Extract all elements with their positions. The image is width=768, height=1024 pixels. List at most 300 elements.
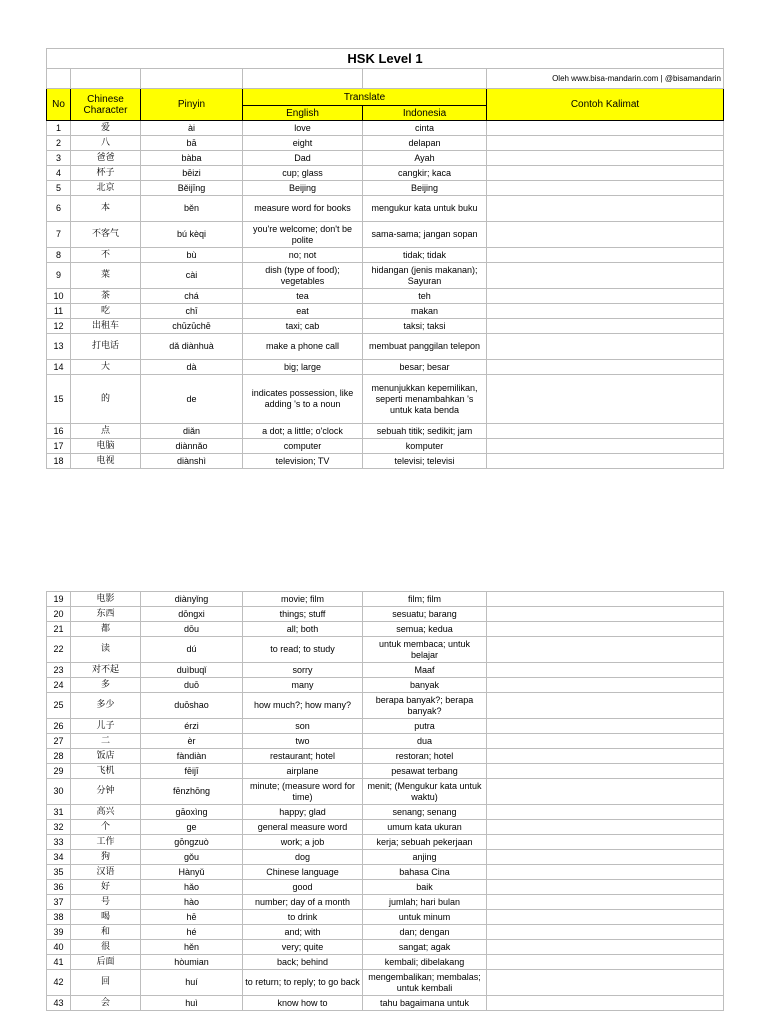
chinese-character: 很 — [71, 940, 141, 955]
english-translation: son — [243, 719, 363, 734]
row-number: 5 — [47, 181, 71, 196]
row-number: 25 — [47, 693, 71, 719]
example-sentence — [487, 734, 724, 749]
english-translation: cup; glass — [243, 166, 363, 181]
row-number: 13 — [47, 334, 71, 360]
chinese-character: 大 — [71, 360, 141, 375]
example-sentence — [487, 196, 724, 222]
indonesian-translation: banyak — [363, 678, 487, 693]
english-translation: to drink — [243, 910, 363, 925]
row-number: 36 — [47, 880, 71, 895]
row-number: 11 — [47, 304, 71, 319]
header-contoh: Contoh Kalimat — [487, 89, 724, 121]
vocab-table-page2 — [46, 591, 724, 1011]
indonesian-translation: makan — [363, 304, 487, 319]
example-sentence — [487, 304, 724, 319]
pinyin: chī — [141, 304, 243, 319]
indonesian-translation: umum kata ukuran — [363, 820, 487, 835]
pinyin: dōngxi — [141, 607, 243, 622]
english-translation: to read; to study — [243, 637, 363, 663]
example-sentence — [487, 334, 724, 360]
table-row — [47, 734, 724, 749]
example-sentence — [487, 637, 724, 663]
table-row — [47, 749, 724, 764]
chinese-character: 打电话 — [71, 334, 141, 360]
table-row — [47, 835, 724, 850]
table-row — [47, 850, 724, 865]
indonesian-translation: film; film — [363, 592, 487, 607]
english-translation: two — [243, 734, 363, 749]
english-translation: indicates possession, like adding 's to a noun — [243, 375, 363, 424]
empty-cell — [243, 69, 363, 89]
table-row — [47, 940, 724, 955]
chinese-character: 的 — [71, 375, 141, 424]
english-translation: make a phone call — [243, 334, 363, 360]
pinyin: diànshì — [141, 454, 243, 469]
table-row — [47, 970, 724, 996]
chinese-character: 电脑 — [71, 439, 141, 454]
indonesian-translation: bahasa Cina — [363, 865, 487, 880]
example-sentence — [487, 248, 724, 263]
pinyin: duōshao — [141, 693, 243, 719]
table-row — [47, 637, 724, 663]
table-row — [47, 136, 724, 151]
indonesian-translation: membuat panggilan telepon — [363, 334, 487, 360]
pinyin: Hànyǔ — [141, 865, 243, 880]
example-sentence — [487, 136, 724, 151]
pinyin: cài — [141, 263, 243, 289]
chinese-character: 饭店 — [71, 749, 141, 764]
row-number: 17 — [47, 439, 71, 454]
table-row — [47, 334, 724, 360]
credit-text: Oleh www.bisa-mandarin.com | @bisamandarin — [487, 69, 724, 89]
pinyin: hěn — [141, 940, 243, 955]
example-sentence — [487, 996, 724, 1011]
indonesian-translation: sangat; agak — [363, 940, 487, 955]
table-row — [47, 289, 724, 304]
pinyin: bā — [141, 136, 243, 151]
english-translation: computer — [243, 439, 363, 454]
example-sentence — [487, 607, 724, 622]
example-sentence — [487, 121, 724, 136]
example-sentence — [487, 319, 724, 334]
chinese-character: 号 — [71, 895, 141, 910]
english-translation: general measure word — [243, 820, 363, 835]
example-sentence — [487, 454, 724, 469]
indonesian-translation: mengembalikan; membalas; untuk kembali — [363, 970, 487, 996]
indonesian-translation: delapan — [363, 136, 487, 151]
header-no: No — [47, 89, 71, 121]
english-translation: all; both — [243, 622, 363, 637]
example-sentence — [487, 940, 724, 955]
table-row — [47, 719, 724, 734]
pinyin: fàndiàn — [141, 749, 243, 764]
english-translation: Chinese language — [243, 865, 363, 880]
english-translation: dog — [243, 850, 363, 865]
indonesian-translation: komputer — [363, 439, 487, 454]
sheet-title: HSK Level 1 — [47, 49, 724, 69]
indonesian-translation: menunjukkan kepemilikan, seperti menambahkan 's untuk kata benda — [363, 375, 487, 424]
pinyin: fēijī — [141, 764, 243, 779]
pinyin: duō — [141, 678, 243, 693]
indonesian-translation: sesuatu; barang — [363, 607, 487, 622]
row-number: 16 — [47, 424, 71, 439]
chinese-character: 爸爸 — [71, 151, 141, 166]
chinese-character: 点 — [71, 424, 141, 439]
pinyin: huì — [141, 996, 243, 1011]
chinese-character: 儿子 — [71, 719, 141, 734]
pinyin: bēizi — [141, 166, 243, 181]
english-translation: restaurant; hotel — [243, 749, 363, 764]
example-sentence — [487, 289, 724, 304]
indonesian-translation: Maaf — [363, 663, 487, 678]
table-row — [47, 895, 724, 910]
english-translation: love — [243, 121, 363, 136]
example-sentence — [487, 865, 724, 880]
chinese-character: 不 — [71, 248, 141, 263]
english-translation: Dad — [243, 151, 363, 166]
table-row — [47, 693, 724, 719]
english-translation: sorry — [243, 663, 363, 678]
chinese-character: 杯子 — [71, 166, 141, 181]
english-translation: minute; (measure word for time) — [243, 779, 363, 805]
example-sentence — [487, 880, 724, 895]
row-number: 39 — [47, 925, 71, 940]
table-row — [47, 424, 724, 439]
row-number: 34 — [47, 850, 71, 865]
row-number: 19 — [47, 592, 71, 607]
table-row — [47, 319, 724, 334]
row-number: 8 — [47, 248, 71, 263]
table-row — [47, 263, 724, 289]
table-row — [47, 439, 724, 454]
table-row — [47, 779, 724, 805]
row-number: 18 — [47, 454, 71, 469]
pinyin: duìbuqǐ — [141, 663, 243, 678]
chinese-character: 好 — [71, 880, 141, 895]
pinyin: hào — [141, 895, 243, 910]
empty-cell — [141, 69, 243, 89]
header-pinyin: Pinyin — [141, 89, 243, 121]
row-number: 10 — [47, 289, 71, 304]
chinese-character: 回 — [71, 970, 141, 996]
table-row — [47, 805, 724, 820]
english-translation: no; not — [243, 248, 363, 263]
chinese-character: 八 — [71, 136, 141, 151]
pinyin: ài — [141, 121, 243, 136]
indonesian-translation: sama-sama; jangan sopan — [363, 222, 487, 248]
row-number: 4 — [47, 166, 71, 181]
example-sentence — [487, 222, 724, 248]
pinyin: chá — [141, 289, 243, 304]
indonesian-translation: baik — [363, 880, 487, 895]
table-row — [47, 607, 724, 622]
indonesian-translation: kerja; sebuah pekerjaan — [363, 835, 487, 850]
indonesian-translation: besar; besar — [363, 360, 487, 375]
chinese-character: 电影 — [71, 592, 141, 607]
pinyin: huí — [141, 970, 243, 996]
row-number: 7 — [47, 222, 71, 248]
chinese-character: 狗 — [71, 850, 141, 865]
header-english: English — [243, 106, 363, 121]
chinese-character: 对不起 — [71, 663, 141, 678]
indonesian-translation: jumlah; hari bulan — [363, 895, 487, 910]
english-translation: airplane — [243, 764, 363, 779]
english-translation: you're welcome; don't be polite — [243, 222, 363, 248]
example-sentence — [487, 424, 724, 439]
table-row — [47, 360, 724, 375]
indonesian-translation: anjing — [363, 850, 487, 865]
row-number: 31 — [47, 805, 71, 820]
indonesian-translation: hidangan (jenis makanan); Sayuran — [363, 263, 487, 289]
chinese-character: 和 — [71, 925, 141, 940]
row-number: 6 — [47, 196, 71, 222]
indonesian-translation: semua; kedua — [363, 622, 487, 637]
header-chinese: Chinese Character — [71, 89, 141, 121]
chinese-character: 出租车 — [71, 319, 141, 334]
row-number: 15 — [47, 375, 71, 424]
example-sentence — [487, 910, 724, 925]
example-sentence — [487, 439, 724, 454]
indonesian-translation: cangkir; kaca — [363, 166, 487, 181]
indonesian-translation: taksi; taksi — [363, 319, 487, 334]
example-sentence — [487, 719, 724, 734]
indonesian-translation: berapa banyak?; berapa banyak? — [363, 693, 487, 719]
indonesian-translation: dan; dengan — [363, 925, 487, 940]
example-sentence — [487, 895, 724, 910]
indonesian-translation: sebuah titik; sedikit; jam — [363, 424, 487, 439]
table-row — [47, 764, 724, 779]
pinyin: diànnǎo — [141, 439, 243, 454]
row-number: 42 — [47, 970, 71, 996]
row-number: 1 — [47, 121, 71, 136]
chinese-character: 汉语 — [71, 865, 141, 880]
example-sentence — [487, 263, 724, 289]
row-number: 40 — [47, 940, 71, 955]
example-sentence — [487, 805, 724, 820]
pinyin: chūzūchē — [141, 319, 243, 334]
pinyin: fēnzhōng — [141, 779, 243, 805]
indonesian-translation: Beijing — [363, 181, 487, 196]
chinese-character: 东西 — [71, 607, 141, 622]
chinese-character: 会 — [71, 996, 141, 1011]
indonesian-translation: untuk minum — [363, 910, 487, 925]
indonesian-translation: cinta — [363, 121, 487, 136]
pinyin: èr — [141, 734, 243, 749]
table-body-page2 — [47, 592, 724, 1011]
example-sentence — [487, 360, 724, 375]
row-number: 22 — [47, 637, 71, 663]
indonesian-translation: tidak; tidak — [363, 248, 487, 263]
row-number: 24 — [47, 678, 71, 693]
table-row — [47, 622, 724, 637]
example-sentence — [487, 779, 724, 805]
example-sentence — [487, 764, 724, 779]
chinese-character: 高兴 — [71, 805, 141, 820]
table-row — [47, 454, 724, 469]
example-sentence — [487, 693, 724, 719]
pinyin: dú — [141, 637, 243, 663]
example-sentence — [487, 955, 724, 970]
chinese-character: 吃 — [71, 304, 141, 319]
pinyin: ge — [141, 820, 243, 835]
row-number: 43 — [47, 996, 71, 1011]
row-number: 21 — [47, 622, 71, 637]
table-row — [47, 880, 724, 895]
pinyin: gōngzuò — [141, 835, 243, 850]
english-translation: and; with — [243, 925, 363, 940]
row-number: 33 — [47, 835, 71, 850]
table-row — [47, 166, 724, 181]
pinyin: gāoxìng — [141, 805, 243, 820]
pinyin: bàba — [141, 151, 243, 166]
pinyin: de — [141, 375, 243, 424]
pinyin: Běijīng — [141, 181, 243, 196]
pinyin: diànyǐng — [141, 592, 243, 607]
table-row — [47, 304, 724, 319]
row-number: 29 — [47, 764, 71, 779]
english-translation: measure word for books — [243, 196, 363, 222]
english-translation: number; day of a month — [243, 895, 363, 910]
chinese-character: 个 — [71, 820, 141, 835]
empty-cell — [47, 69, 71, 89]
indonesian-translation: tahu bagaimana untuk — [363, 996, 487, 1011]
chinese-character: 工作 — [71, 835, 141, 850]
chinese-character: 后面 — [71, 955, 141, 970]
pinyin: dǎ diànhuà — [141, 334, 243, 360]
row-number: 20 — [47, 607, 71, 622]
table-row — [47, 248, 724, 263]
table-row — [47, 925, 724, 940]
example-sentence — [487, 166, 724, 181]
pinyin: bù — [141, 248, 243, 263]
pinyin: hé — [141, 925, 243, 940]
row-number: 26 — [47, 719, 71, 734]
chinese-character: 不客气 — [71, 222, 141, 248]
english-translation: many — [243, 678, 363, 693]
chinese-character: 菜 — [71, 263, 141, 289]
indonesian-translation: dua — [363, 734, 487, 749]
example-sentence — [487, 181, 724, 196]
chinese-character: 多 — [71, 678, 141, 693]
indonesian-translation: mengukur kata untuk buku — [363, 196, 487, 222]
table-row — [47, 375, 724, 424]
english-translation: things; stuff — [243, 607, 363, 622]
english-translation: eight — [243, 136, 363, 151]
row-number: 35 — [47, 865, 71, 880]
chinese-character: 爱 — [71, 121, 141, 136]
chinese-character: 本 — [71, 196, 141, 222]
indonesian-translation: untuk membaca; untuk belajar — [363, 637, 487, 663]
chinese-character: 分钟 — [71, 779, 141, 805]
row-number: 30 — [47, 779, 71, 805]
chinese-character: 电视 — [71, 454, 141, 469]
chinese-character: 茶 — [71, 289, 141, 304]
row-number: 23 — [47, 663, 71, 678]
example-sentence — [487, 749, 724, 764]
empty-cell — [363, 69, 487, 89]
table-row — [47, 592, 724, 607]
chinese-character: 飞机 — [71, 764, 141, 779]
english-translation: good — [243, 880, 363, 895]
table-row — [47, 181, 724, 196]
indonesian-translation: kembali; dibelakang — [363, 955, 487, 970]
table-row — [47, 996, 724, 1011]
table-row — [47, 663, 724, 678]
row-number: 12 — [47, 319, 71, 334]
english-translation: very; quite — [243, 940, 363, 955]
row-number: 32 — [47, 820, 71, 835]
english-translation: big; large — [243, 360, 363, 375]
indonesian-translation: restoran; hotel — [363, 749, 487, 764]
example-sentence — [487, 375, 724, 424]
english-translation: work; a job — [243, 835, 363, 850]
row-number: 2 — [47, 136, 71, 151]
example-sentence — [487, 151, 724, 166]
indonesian-translation: Ayah — [363, 151, 487, 166]
empty-cell — [71, 69, 141, 89]
english-translation: dish (type of food); vegetables — [243, 263, 363, 289]
table-row — [47, 121, 724, 136]
pinyin: dà — [141, 360, 243, 375]
example-sentence — [487, 678, 724, 693]
table-row — [47, 678, 724, 693]
chinese-character: 都 — [71, 622, 141, 637]
english-translation: happy; glad — [243, 805, 363, 820]
table-row — [47, 865, 724, 880]
indonesian-translation: teh — [363, 289, 487, 304]
english-translation: to return; to reply; to go back — [243, 970, 363, 996]
row-number: 27 — [47, 734, 71, 749]
table-row — [47, 910, 724, 925]
english-translation: Beijing — [243, 181, 363, 196]
table-row — [47, 222, 724, 248]
row-number: 3 — [47, 151, 71, 166]
english-translation: taxi; cab — [243, 319, 363, 334]
row-number: 9 — [47, 263, 71, 289]
english-translation: back; behind — [243, 955, 363, 970]
pinyin: bú kèqi — [141, 222, 243, 248]
example-sentence — [487, 663, 724, 678]
row-number: 14 — [47, 360, 71, 375]
row-number: 38 — [47, 910, 71, 925]
english-translation: eat — [243, 304, 363, 319]
table-row — [47, 955, 724, 970]
vocab-table-page1 — [46, 48, 724, 469]
pinyin: hǎo — [141, 880, 243, 895]
row-number: 28 — [47, 749, 71, 764]
chinese-character: 多少 — [71, 693, 141, 719]
example-sentence — [487, 820, 724, 835]
example-sentence — [487, 970, 724, 996]
header-indonesia: Indonesia — [363, 106, 487, 121]
pinyin: běn — [141, 196, 243, 222]
indonesian-translation: pesawat terbang — [363, 764, 487, 779]
english-translation: how much?; how many? — [243, 693, 363, 719]
table-row — [47, 196, 724, 222]
pinyin: hòumian — [141, 955, 243, 970]
header-translate: Translate — [243, 89, 487, 106]
chinese-character: 读 — [71, 637, 141, 663]
pinyin: hē — [141, 910, 243, 925]
table-body-page1 — [47, 121, 724, 469]
pinyin: érzi — [141, 719, 243, 734]
chinese-character: 二 — [71, 734, 141, 749]
pinyin: diǎn — [141, 424, 243, 439]
chinese-character: 北京 — [71, 181, 141, 196]
pinyin: gǒu — [141, 850, 243, 865]
chinese-character: 喝 — [71, 910, 141, 925]
